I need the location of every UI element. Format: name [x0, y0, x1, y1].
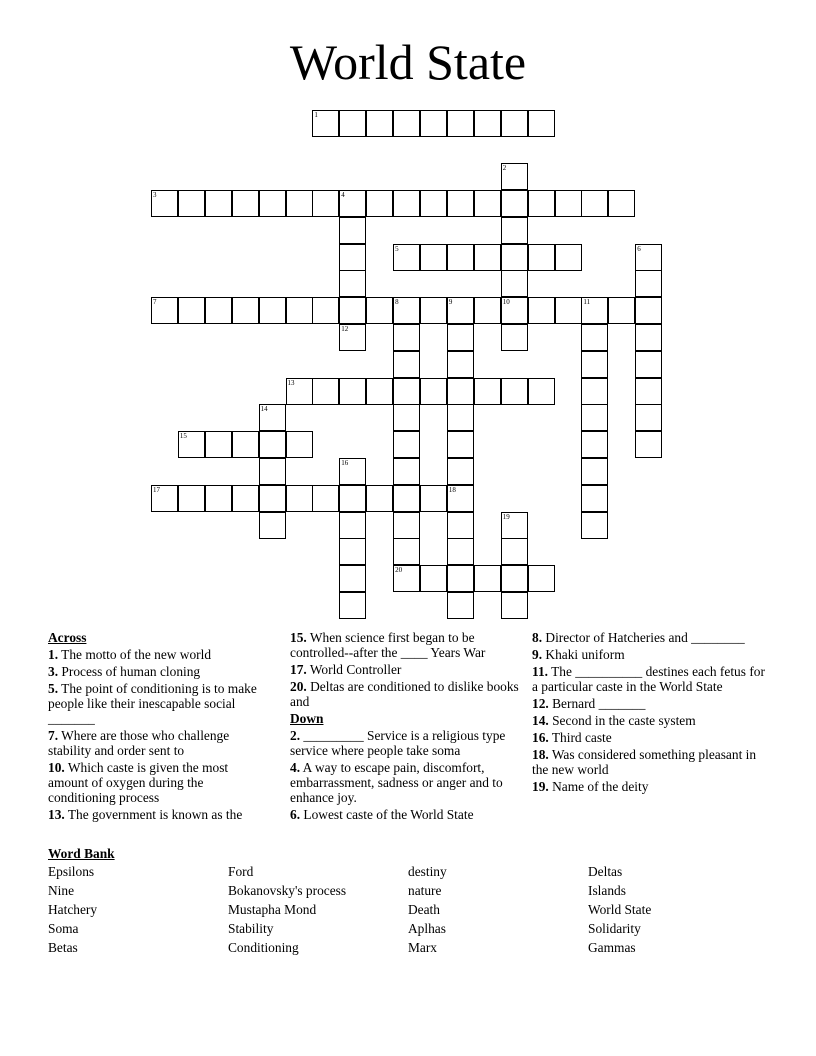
grid-cell[interactable] [393, 324, 420, 351]
grid-cell[interactable] [205, 297, 232, 324]
grid-cell[interactable] [151, 485, 178, 512]
cell-number: 19 [502, 512, 510, 521]
grid-cell[interactable] [393, 244, 420, 271]
grid-cell[interactable] [635, 351, 662, 378]
word-bank-item: Stability [228, 921, 274, 936]
grid-cell[interactable] [393, 538, 420, 565]
word-bank-item: Ford [228, 864, 254, 879]
grid-cell[interactable] [232, 431, 259, 458]
grid-cell[interactable] [178, 190, 205, 217]
grid-cell[interactable] [259, 297, 286, 324]
grid-cell[interactable] [339, 485, 366, 512]
cell-number: 16 [341, 458, 349, 467]
grid-cell[interactable] [501, 592, 528, 619]
grid-cell[interactable] [366, 190, 393, 217]
grid-cell[interactable] [501, 512, 528, 539]
grid-cell[interactable] [501, 538, 528, 565]
grid-cell[interactable] [420, 190, 447, 217]
grid-cell[interactable] [581, 485, 608, 512]
grid-cell[interactable] [393, 565, 420, 592]
puzzle-title: World State [289, 34, 527, 90]
clue-down-12: 12. Bernard _______ [532, 696, 646, 711]
word-bank-item: Nine [48, 883, 75, 898]
grid-cell[interactable] [393, 404, 420, 431]
grid-cell[interactable] [555, 297, 582, 324]
grid-cell[interactable] [259, 458, 286, 485]
cell-number: 2 [502, 164, 507, 173]
grid-cell[interactable] [501, 565, 528, 592]
grid-cell[interactable] [312, 485, 339, 512]
grid-cell[interactable] [528, 244, 555, 271]
word-bank-item: Gammas [588, 940, 636, 955]
grid-cell[interactable] [474, 190, 501, 217]
grid-cell[interactable] [501, 217, 528, 244]
grid-cell[interactable] [393, 110, 420, 137]
grid-cell[interactable] [608, 190, 635, 217]
grid-cell[interactable] [339, 538, 366, 565]
grid-cell[interactable] [339, 512, 366, 539]
grid-cell[interactable] [581, 431, 608, 458]
grid-cell[interactable] [474, 378, 501, 405]
grid-cell[interactable] [635, 270, 662, 297]
grid-cell[interactable] [366, 378, 393, 405]
cell-number: 8 [395, 298, 399, 307]
grid-cell[interactable] [312, 378, 339, 405]
grid-cell[interactable] [528, 190, 555, 217]
grid-cell[interactable] [393, 351, 420, 378]
grid-cell[interactable] [339, 244, 366, 271]
clue-down-9: 9. Khaki uniform [532, 647, 625, 662]
grid-cell[interactable] [474, 110, 501, 137]
grid-cell[interactable] [420, 378, 447, 405]
cell-number: 6 [637, 244, 641, 253]
grid-cell[interactable] [312, 297, 339, 324]
grid-cell[interactable] [501, 270, 528, 297]
grid-cell[interactable] [420, 565, 447, 592]
grid-cell[interactable] [366, 110, 393, 137]
word-bank-item: destiny [408, 864, 447, 879]
word-bank-item: Epsilons [48, 864, 95, 879]
grid-cell[interactable] [581, 458, 608, 485]
clue-across-17: 17. World Controller [290, 662, 402, 677]
word-bank-item: Islands [588, 883, 626, 898]
word-bank-item: Hatchery [48, 902, 98, 917]
cell-number: 15 [179, 432, 187, 441]
word-bank-item: nature [408, 883, 442, 898]
word-bank-item: Solidarity [588, 921, 641, 936]
clue-down-4: 4. A way to escape pain, discomfort, embarrassment, sadness or anger and to enhance joy. [290, 760, 503, 805]
grid-cell[interactable] [447, 351, 474, 378]
grid-cell[interactable] [581, 324, 608, 351]
grid-cell[interactable] [232, 485, 259, 512]
cell-number: 7 [153, 298, 157, 307]
grid-cell[interactable] [501, 190, 528, 217]
grid-cell[interactable] [366, 485, 393, 512]
grid-cell[interactable] [151, 190, 178, 217]
grid-cell[interactable] [447, 565, 474, 592]
grid-cell[interactable] [393, 378, 420, 405]
clue-down-6: 6. Lowest caste of the World State [290, 807, 474, 822]
cell-number: 20 [395, 566, 403, 575]
grid-cell[interactable] [581, 512, 608, 539]
grid-cell[interactable] [339, 324, 366, 351]
across-header: Across [48, 630, 87, 645]
grid-cell[interactable] [420, 297, 447, 324]
grid-cell[interactable] [447, 512, 474, 539]
cell-number: 12 [341, 324, 349, 333]
word-bank-item: World State [588, 902, 652, 917]
grid-cell[interactable] [501, 297, 528, 324]
grid-cell[interactable] [312, 190, 339, 217]
clue-across-1: 1. The motto of the new world [48, 647, 212, 662]
grid-cell[interactable] [581, 351, 608, 378]
grid-cell[interactable] [474, 565, 501, 592]
grid-cell[interactable] [447, 190, 474, 217]
grid-cell[interactable] [286, 190, 313, 217]
grid-cell[interactable] [393, 297, 420, 324]
grid-cell[interactable] [339, 110, 366, 137]
clue-across-7: 7. Where are those who challenge stability and order sent to [48, 728, 230, 758]
grid-cell[interactable] [447, 110, 474, 137]
grid-cell[interactable] [339, 565, 366, 592]
clue-across-13: 13. The government is known as the [48, 807, 243, 822]
grid-cell[interactable] [447, 324, 474, 351]
grid-cell[interactable] [581, 404, 608, 431]
grid-cell[interactable] [339, 217, 366, 244]
grid-cell[interactable] [447, 458, 474, 485]
cell-number: 3 [153, 190, 157, 199]
word-bank-title: Word Bank [48, 846, 115, 861]
grid-cell[interactable] [501, 244, 528, 271]
grid-cell[interactable] [528, 565, 555, 592]
cell-number: 11 [583, 298, 591, 307]
clue-across-20: 20. Deltas are conditioned to dislike books and [290, 679, 519, 709]
grid-cell[interactable] [205, 485, 232, 512]
grid-cell[interactable] [447, 244, 474, 271]
clue-down-2: 2. _________ Service is a religious type service where people take soma [290, 728, 506, 758]
grid-cell[interactable] [501, 378, 528, 405]
word-bank-item: Bokanovsky's process [228, 883, 347, 898]
grid-cell[interactable] [555, 244, 582, 271]
cell-number: 14 [260, 405, 268, 414]
grid-cell[interactable] [474, 244, 501, 271]
grid-cell[interactable] [232, 297, 259, 324]
grid-cell[interactable] [286, 297, 313, 324]
grid-cell[interactable] [339, 378, 366, 405]
grid-cell[interactable] [339, 458, 366, 485]
grid-cell[interactable] [501, 163, 528, 190]
grid-cell[interactable] [608, 297, 635, 324]
clue-across-15: 15. When science first began to be controlled--after the ____ Years War [290, 630, 486, 660]
grid-cell[interactable] [205, 190, 232, 217]
grid-cell[interactable] [151, 297, 178, 324]
grid-cell[interactable] [393, 431, 420, 458]
grid-cell[interactable] [339, 270, 366, 297]
grid-cell[interactable] [528, 110, 555, 137]
grid-cell[interactable] [286, 431, 313, 458]
cell-number: 18 [448, 485, 456, 494]
clue-across-3: 3. Process of human cloning [48, 664, 201, 679]
grid-cell[interactable] [420, 485, 447, 512]
grid-cell[interactable] [447, 431, 474, 458]
grid-cell[interactable] [635, 404, 662, 431]
clue-down-18: 18. Was considered something pleasant in the new world [532, 747, 757, 777]
clue-column-3 [532, 630, 772, 796]
grid-cell[interactable] [393, 458, 420, 485]
cell-number: 17 [153, 485, 160, 494]
cell-number: 4 [341, 190, 345, 199]
word-bank-item: Conditioning [228, 940, 299, 955]
word-bank-item: Soma [48, 921, 79, 936]
clue-across-5: 5. The point of conditioning is to make people like their inescapable social _______ [48, 681, 257, 726]
clue-down-19: 19. Name of the deity [532, 779, 649, 794]
grid-cell[interactable] [420, 244, 447, 271]
clue-down-8: 8. Director of Hatcheries and ________ [532, 630, 745, 645]
grid-cell[interactable] [581, 378, 608, 405]
grid-cell[interactable] [528, 378, 555, 405]
cell-number: 9 [448, 298, 453, 307]
grid-cell[interactable] [581, 297, 608, 324]
grid-cell[interactable] [447, 404, 474, 431]
grid-cell[interactable] [286, 485, 313, 512]
grid-cell[interactable] [447, 485, 474, 512]
grid-cell[interactable] [259, 431, 286, 458]
grid-cell[interactable] [259, 512, 286, 539]
grid-cell[interactable] [339, 592, 366, 619]
grid-cell[interactable] [339, 190, 366, 217]
grid-cell[interactable] [393, 485, 420, 512]
grid-cell[interactable] [447, 378, 474, 405]
grid-cell[interactable] [178, 297, 205, 324]
grid-cell[interactable] [420, 110, 447, 137]
grid-cell[interactable] [528, 297, 555, 324]
grid-cell[interactable] [286, 378, 313, 405]
clue-down-11: 11. The __________ destines each fetus for a particular caste in the World State [532, 664, 765, 694]
cell-number: 10 [502, 298, 510, 307]
word-bank-item: Mustapha Mond [228, 902, 317, 917]
grid-cell[interactable] [635, 378, 662, 405]
grid-cell[interactable] [232, 190, 259, 217]
grid-cell[interactable] [501, 110, 528, 137]
clue-across-10: 10. Which caste is given the most amount of oxygen during the conditioning process [48, 760, 229, 805]
clue-down-14: 14. Second in the caste system [532, 713, 696, 728]
grid-cell[interactable] [501, 324, 528, 351]
word-bank-item: Betas [48, 940, 78, 955]
grid-cell[interactable] [635, 244, 662, 271]
grid-cell[interactable] [259, 190, 286, 217]
grid-cell[interactable] [178, 431, 205, 458]
grid-cell[interactable] [635, 324, 662, 351]
grid-cell[interactable] [393, 190, 420, 217]
grid-cell[interactable] [178, 485, 205, 512]
word-bank-item: Aplhas [408, 921, 446, 936]
grid-cell[interactable] [339, 297, 366, 324]
clue-column-2 [290, 630, 522, 824]
word-bank-item: Death [408, 902, 440, 917]
grid-cell[interactable] [205, 431, 232, 458]
clue-down-16: 16. Third caste [532, 730, 612, 745]
grid-cell[interactable] [447, 297, 474, 324]
cell-number: 13 [287, 378, 295, 387]
down-header: Down [290, 711, 324, 726]
clue-column-1 [48, 630, 268, 824]
cell-number: 1 [314, 110, 318, 119]
grid-cell[interactable] [447, 538, 474, 565]
grid-cell[interactable] [555, 190, 582, 217]
grid-cell[interactable] [259, 404, 286, 431]
word-bank-item: Marx [408, 940, 438, 955]
word-bank-item: Deltas [588, 864, 623, 879]
cell-number: 5 [395, 244, 399, 253]
grid-cell[interactable] [393, 512, 420, 539]
grid-cell[interactable] [312, 110, 339, 137]
grid-cell[interactable] [635, 297, 662, 324]
grid-cell[interactable] [474, 297, 501, 324]
grid-cell[interactable] [366, 297, 393, 324]
grid-cell[interactable] [635, 431, 662, 458]
grid-cell[interactable] [447, 592, 474, 619]
grid-cell[interactable] [581, 190, 608, 217]
grid-cell[interactable] [259, 485, 286, 512]
